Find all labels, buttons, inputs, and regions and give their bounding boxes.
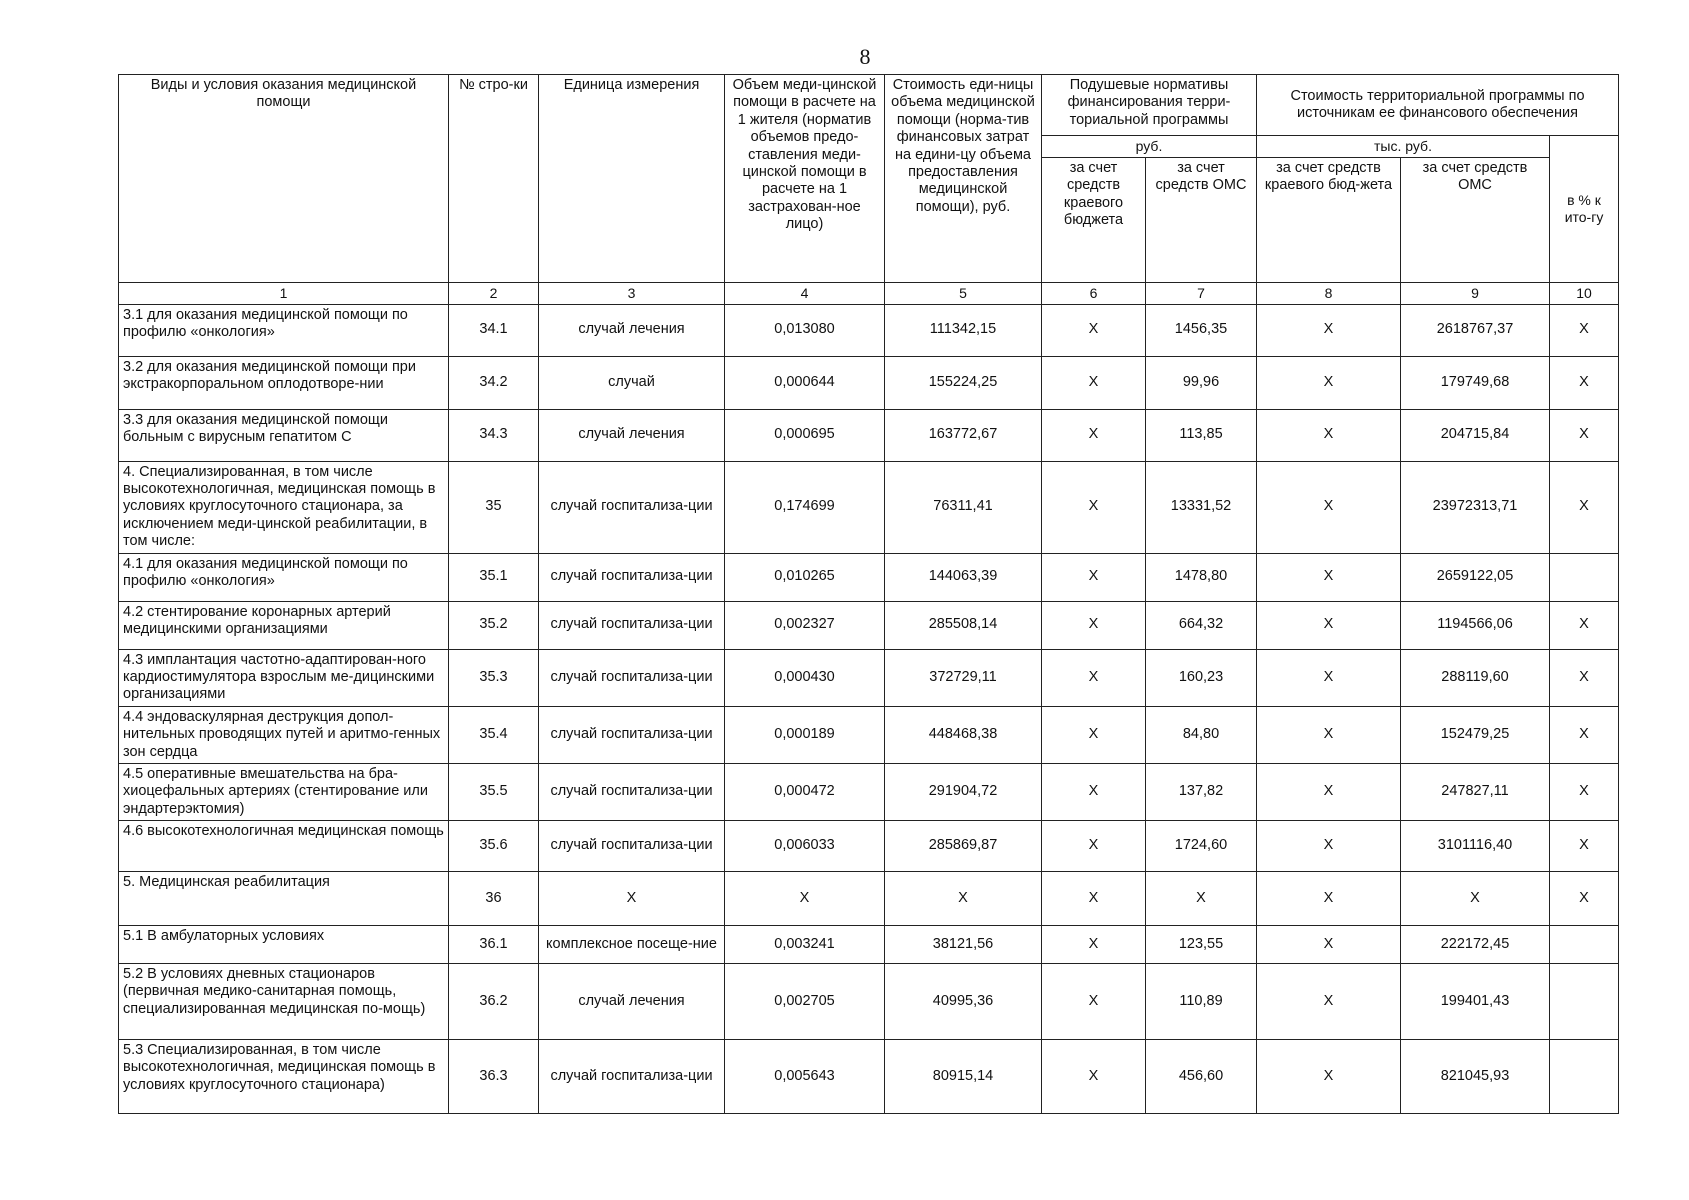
row-volume: X (725, 872, 885, 926)
row-name: 5.3 Специализированная, в том числе высокотехнологичная, медицинская помощь в условиях круглосуточного стационара) (119, 1040, 449, 1114)
table-row (119, 409, 1619, 461)
row-unit: случай госпитализа-ции (539, 763, 725, 820)
column-number: 3 (539, 282, 725, 304)
row-regional-budget: X (1042, 1040, 1146, 1114)
table-row (119, 706, 1619, 763)
table-row (119, 304, 1619, 356)
row-percent: X (1550, 304, 1619, 356)
table-row (119, 872, 1619, 926)
row-oms: 84,80 (1146, 706, 1257, 763)
row-oms: 137,82 (1146, 763, 1257, 820)
row-unit: случай госпитализа-ции (539, 461, 725, 553)
row-unit: случай лечения (539, 409, 725, 461)
row-unit: случай госпитализа-ции (539, 706, 725, 763)
row-name: 5.1 В амбулаторных условиях (119, 926, 449, 964)
row-volume: 0,000695 (725, 409, 885, 461)
table-body (119, 304, 1619, 1113)
header-unit-cost: Стоимость еди-ницы объема медицинской помощи (норма-тив финансовых затрат на едини-цу объема предоставления медицинской помощи), руб. (885, 75, 1042, 283)
column-number: 8 (1257, 282, 1401, 304)
row-unit-cost: X (885, 872, 1042, 926)
row-percent: X (1550, 409, 1619, 461)
row-percent: X (1550, 763, 1619, 820)
row-unit-cost: 285869,87 (885, 821, 1042, 872)
row-name: 5. Медицинская реабилитация (119, 872, 449, 926)
row-number: 35.3 (449, 649, 539, 706)
row-name: 4.3 имплантация частотно-адаптирован-ного кардиостимулятора взрослым ме-дицинскими организациями (119, 649, 449, 706)
row-number: 35.6 (449, 821, 539, 872)
row-number: 36.2 (449, 964, 539, 1040)
row-volume: 0,000472 (725, 763, 885, 820)
row-regional-budget-thousand: X (1257, 706, 1401, 763)
row-oms: 456,60 (1146, 1040, 1257, 1114)
row-volume: 0,174699 (725, 461, 885, 553)
row-unit: случай госпитализа-ции (539, 601, 725, 649)
page-number: 8 (859, 44, 871, 69)
row-regional-budget: X (1042, 601, 1146, 649)
row-oms: 13331,52 (1146, 461, 1257, 553)
header-oms: за счет средств ОМС (1146, 157, 1257, 282)
row-number: 36.3 (449, 1040, 539, 1114)
row-regional-budget: X (1042, 409, 1146, 461)
row-unit: случай (539, 356, 725, 409)
header-unit-rub: руб. (1042, 136, 1257, 158)
row-volume: 0,003241 (725, 926, 885, 964)
row-oms: X (1146, 872, 1257, 926)
column-number: 10 (1550, 282, 1619, 304)
row-volume: 0,006033 (725, 821, 885, 872)
row-unit-cost: 80915,14 (885, 1040, 1042, 1114)
row-volume: 0,000644 (725, 356, 885, 409)
header-unit-thousand-rub: тыс. руб. (1257, 136, 1550, 158)
row-oms: 113,85 (1146, 409, 1257, 461)
row-oms-thousand: 3101116,40 (1401, 821, 1550, 872)
row-regional-budget-thousand: X (1257, 461, 1401, 553)
row-unit-cost: 372729,11 (885, 649, 1042, 706)
table-row (119, 926, 1619, 964)
row-regional-budget-thousand: X (1257, 304, 1401, 356)
table-row (119, 1040, 1619, 1114)
row-percent: X (1550, 872, 1619, 926)
header-regional-budget-thousand: за счет средств краевого бюд-жета (1257, 157, 1401, 282)
row-percent: X (1550, 649, 1619, 706)
row-number: 35.5 (449, 763, 539, 820)
column-numbers-row (119, 282, 1619, 304)
row-volume: 0,002327 (725, 601, 885, 649)
row-unit: комплексное посеще-ние (539, 926, 725, 964)
row-regional-budget: X (1042, 706, 1146, 763)
row-regional-budget-thousand: X (1257, 763, 1401, 820)
header-oms-thousand: за счет средств ОМС (1401, 157, 1550, 282)
row-regional-budget-thousand: X (1257, 872, 1401, 926)
row-volume: 0,000430 (725, 649, 885, 706)
row-unit: случай госпитализа-ции (539, 553, 725, 601)
row-name: 4.2 стентирование коронарных артерий медицинскими организациями (119, 601, 449, 649)
table-row (119, 601, 1619, 649)
row-regional-budget-thousand: X (1257, 926, 1401, 964)
row-name: 5.2 В условиях дневных стационаров (первичная медико-санитарная помощь, специализированная медицинская по-мощь) (119, 964, 449, 1040)
header-program-cost: Стоимость территориальной программы по источникам ее финансового обеспечения (1257, 75, 1619, 136)
row-oms-thousand: 247827,11 (1401, 763, 1550, 820)
table-row (119, 821, 1619, 872)
row-oms-thousand: 821045,93 (1401, 1040, 1550, 1114)
row-unit: случай госпитализа-ции (539, 649, 725, 706)
row-name: 3.3 для оказания медицинской помощи больным с вирусным гепатитом С (119, 409, 449, 461)
row-number: 35.1 (449, 553, 539, 601)
row-regional-budget-thousand: X (1257, 356, 1401, 409)
row-volume: 0,002705 (725, 964, 885, 1040)
row-oms-thousand: 288119,60 (1401, 649, 1550, 706)
row-percent (1550, 926, 1619, 964)
row-name: 4. Специализированная, в том числе высокотехнологичная, медицинская помощь в условиях круглосуточного стационара, за исключением меди-цинской реабилитации, в том числе: (119, 461, 449, 553)
row-oms-thousand: 2659122,05 (1401, 553, 1550, 601)
row-oms: 160,23 (1146, 649, 1257, 706)
row-number: 36 (449, 872, 539, 926)
row-oms: 1724,60 (1146, 821, 1257, 872)
row-number: 35 (449, 461, 539, 553)
row-percent: X (1550, 356, 1619, 409)
row-volume: 0,013080 (725, 304, 885, 356)
row-unit: случай госпитализа-ции (539, 1040, 725, 1114)
row-number: 35.4 (449, 706, 539, 763)
row-number: 34.1 (449, 304, 539, 356)
row-regional-budget-thousand: X (1257, 553, 1401, 601)
row-percent (1550, 553, 1619, 601)
table-row (119, 964, 1619, 1040)
row-regional-budget-thousand: X (1257, 409, 1401, 461)
row-unit-cost: 285508,14 (885, 601, 1042, 649)
column-number: 9 (1401, 282, 1550, 304)
row-regional-budget-thousand: X (1257, 821, 1401, 872)
row-name: 4.6 высокотехнологичная медицинская помощь (119, 821, 449, 872)
header-row-number: № стро-ки (449, 75, 539, 283)
table-row (119, 553, 1619, 601)
row-unit: случай госпитализа-ции (539, 821, 725, 872)
row-oms: 664,32 (1146, 601, 1257, 649)
row-regional-budget-thousand: X (1257, 1040, 1401, 1114)
row-oms-thousand: X (1401, 872, 1550, 926)
row-unit: случай лечения (539, 964, 725, 1040)
row-unit-cost: 144063,39 (885, 553, 1042, 601)
row-oms: 99,96 (1146, 356, 1257, 409)
table-row (119, 763, 1619, 820)
row-oms-thousand: 1194566,06 (1401, 601, 1550, 649)
column-number: 6 (1042, 282, 1146, 304)
row-regional-budget: X (1042, 304, 1146, 356)
row-unit: X (539, 872, 725, 926)
row-unit-cost: 163772,67 (885, 409, 1042, 461)
row-unit-cost: 448468,38 (885, 706, 1042, 763)
row-regional-budget-thousand: X (1257, 601, 1401, 649)
row-unit-cost: 155224,25 (885, 356, 1042, 409)
row-percent: X (1550, 601, 1619, 649)
row-number: 34.2 (449, 356, 539, 409)
row-regional-budget-thousand: X (1257, 649, 1401, 706)
row-name: 4.5 оперативные вмешательства на бра-хиоцефальных артериях (стентирование или эндартерэктомия) (119, 763, 449, 820)
row-percent (1550, 1040, 1619, 1114)
row-regional-budget: X (1042, 821, 1146, 872)
column-number: 4 (725, 282, 885, 304)
table-row (119, 356, 1619, 409)
header-percent-of-total: в % к ито-гу (1550, 136, 1619, 283)
row-oms-thousand: 199401,43 (1401, 964, 1550, 1040)
row-unit-cost: 291904,72 (885, 763, 1042, 820)
row-unit-cost: 111342,15 (885, 304, 1042, 356)
row-oms-thousand: 2618767,37 (1401, 304, 1550, 356)
row-volume: 0,010265 (725, 553, 885, 601)
row-number: 34.3 (449, 409, 539, 461)
row-regional-budget: X (1042, 553, 1146, 601)
column-number: 2 (449, 282, 539, 304)
row-name: 4.4 эндоваскулярная деструкция допол-нительных проводящих путей и аритмо-генных зон сердца (119, 706, 449, 763)
row-oms-thousand: 204715,84 (1401, 409, 1550, 461)
row-regional-budget: X (1042, 964, 1146, 1040)
row-unit-cost: 76311,41 (885, 461, 1042, 553)
column-number: 1 (119, 282, 449, 304)
header-type-of-care: Виды и условия оказания медицинской помощи (119, 75, 449, 283)
row-percent: X (1550, 821, 1619, 872)
row-regional-budget: X (1042, 872, 1146, 926)
row-oms-thousand: 152479,25 (1401, 706, 1550, 763)
row-number: 35.2 (449, 601, 539, 649)
row-oms: 1478,80 (1146, 553, 1257, 601)
row-regional-budget: X (1042, 926, 1146, 964)
financing-table (118, 74, 1619, 1114)
row-number: 36.1 (449, 926, 539, 964)
row-regional-budget: X (1042, 356, 1146, 409)
row-oms: 110,89 (1146, 964, 1257, 1040)
row-percent: X (1550, 461, 1619, 553)
row-oms: 123,55 (1146, 926, 1257, 964)
row-oms-thousand: 222172,45 (1401, 926, 1550, 964)
row-unit-cost: 40995,36 (885, 964, 1042, 1040)
row-regional-budget: X (1042, 461, 1146, 553)
column-number: 5 (885, 282, 1042, 304)
row-unit: случай лечения (539, 304, 725, 356)
header-regional-budget: за счет средств краевого бюджета (1042, 157, 1146, 282)
column-number: 7 (1146, 282, 1257, 304)
row-regional-budget: X (1042, 763, 1146, 820)
row-oms: 1456,35 (1146, 304, 1257, 356)
row-oms-thousand: 179749,68 (1401, 356, 1550, 409)
row-percent: X (1550, 706, 1619, 763)
row-regional-budget-thousand: X (1257, 964, 1401, 1040)
row-volume: 0,000189 (725, 706, 885, 763)
row-percent (1550, 964, 1619, 1040)
row-regional-budget: X (1042, 649, 1146, 706)
row-oms-thousand: 23972313,71 (1401, 461, 1550, 553)
table-row (119, 461, 1619, 553)
header-volume: Объем меди-цинской помощи в расчете на 1 жителя (норматив объемов предо-ставления меди-цинской помощи в расчете на 1 застрахован-ное лицо) (725, 75, 885, 283)
header-unit: Единица измерения (539, 75, 725, 283)
row-volume: 0,005643 (725, 1040, 885, 1114)
header-per-capita-norms: Подушевые нормативы финансирования терри-ториальной программы (1042, 75, 1257, 136)
row-name: 3.1 для оказания медицинской помощи по профилю «онкология» (119, 304, 449, 356)
row-name: 3.2 для оказания медицинской помощи при экстракорпоральном оплодотворе-нии (119, 356, 449, 409)
table-row (119, 649, 1619, 706)
row-name: 4.1 для оказания медицинской помощи по профилю «онкология» (119, 553, 449, 601)
row-unit-cost: 38121,56 (885, 926, 1042, 964)
